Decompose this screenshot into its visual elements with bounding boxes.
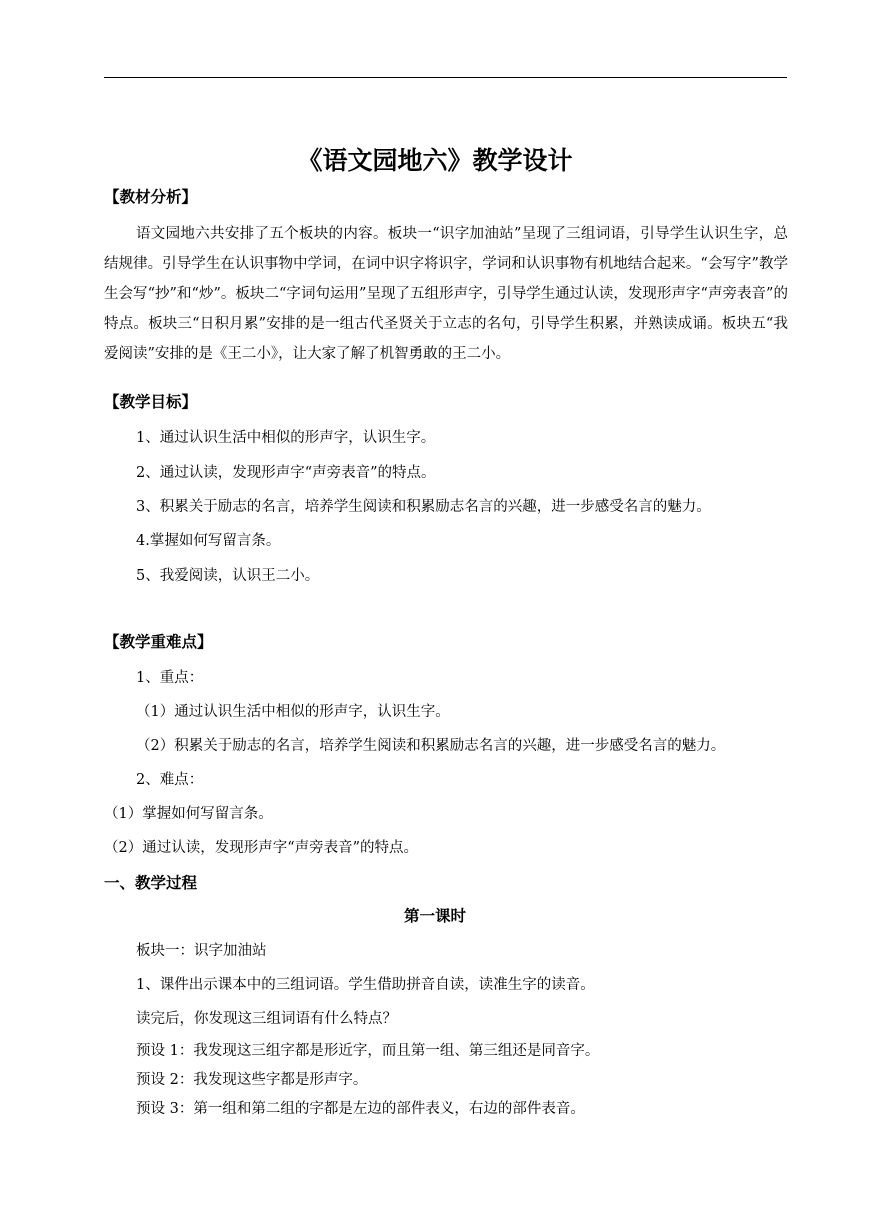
section-heading-process: 一、教学过程 <box>104 874 198 892</box>
process-line: 预设 3：第一组和第二组的字都是左边的部件表义，右边的部件表音。 <box>136 1101 585 1117</box>
process-line: 1、课件出示课本中的三组词语。学生借助拼音自读，读准生字的读音。 <box>136 977 595 993</box>
key-point-item: （1）通过认识生活中相似的形声字，认识生字。 <box>136 704 450 720</box>
goal-item: 5、我爱阅读，认识王二小。 <box>136 568 320 584</box>
key-point-item: （2）积累关于励志的名言，培养学生阅读和积累励志名言的兴趣，进一步感受名言的魅力。 <box>136 738 726 754</box>
goal-item: 2、通过认读，发现形声字“声旁表音”的特点。 <box>136 465 436 481</box>
section-heading-goals: 【教学目标】 <box>104 393 198 411</box>
goal-item: 1、通过认识生活中相似的形声字，认识生字。 <box>136 430 436 446</box>
analysis-paragraph: 语文园地六共安排了五个板块的内容。板块一“识字加油站”呈现了三组词语，引导学生认识生字，总结规律。引导学生在认识事物中学词，在词中识字将识字，学词和认识事物有机地结合起来。“会写字”教学生会写“抄”和“炒”。板块二“字词句运用”呈现了五组形声字，引导学生通过认读，发现形声字“声旁表音”的特点。板块三“日积月累”安排的是一组古代圣贤关于立志的名句，引导学生积累，并熟读成诵。板块五“我爱阅读”安排的是《王二小》，让大家了解了机智勇敢的王二小。 <box>104 226 788 362</box>
process-line: 预设 2：我发现这些字都是形声字。 <box>136 1072 368 1088</box>
section-heading-analysis: 【教材分析】 <box>104 188 198 206</box>
lesson-title: 第一课时 <box>403 907 466 925</box>
process-line: 板块一：识字加油站 <box>136 943 267 959</box>
key-points-label: 1、重点： <box>136 670 204 686</box>
process-line: 读完后，你发现这三组词语有什么特点？ <box>136 1011 397 1027</box>
page-title: 《语文园地六》教学设计 <box>297 146 573 175</box>
section-heading-key-points: 【教学重难点】 <box>104 633 213 651</box>
goal-item: 3、积累关于励志的名言，培养学生阅读和积累励志名言的兴趣，进一步感受名言的魅力。 <box>136 499 711 515</box>
goal-item: 4.掌握如何写留言条。 <box>136 533 281 549</box>
difficulty-label: 2、难点： <box>136 772 204 788</box>
difficulty-item: （2）通过认读，发现形声字“声旁表音”的特点。 <box>104 840 419 856</box>
process-line: 预设 1：我发现这三组字都是形近字，而且第一组、第三组还是同音字。 <box>136 1043 600 1059</box>
difficulty-item: （1）掌握如何写留言条。 <box>104 806 273 822</box>
header-rule <box>104 77 787 78</box>
